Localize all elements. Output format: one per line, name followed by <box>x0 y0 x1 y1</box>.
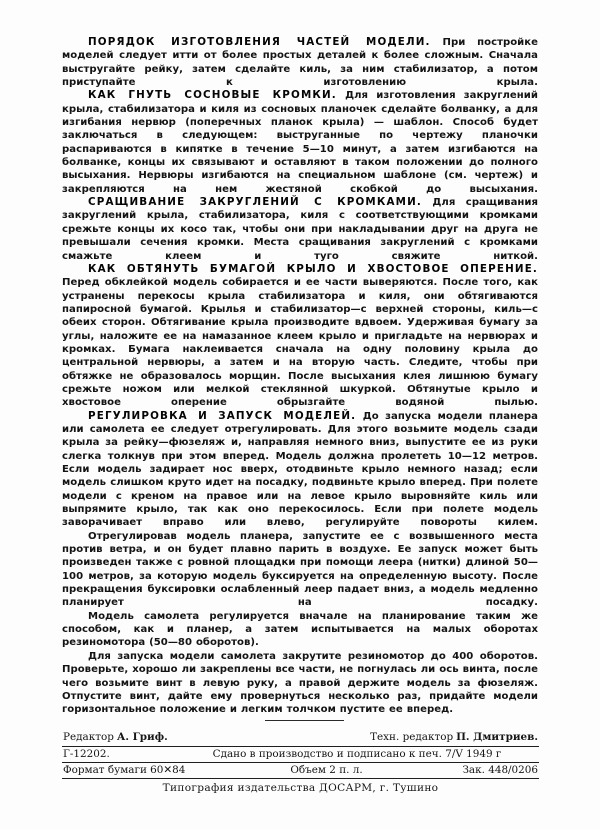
editor-credit <box>63 731 168 744</box>
tech-editor-credit <box>370 731 538 744</box>
paragraph-3-text: Для сращивания закруглений крыла, стабилизатора, киля с соответствующими кромками срежьте концы их косо так, чтобы они при накладывании друг на друга не превышали сечения кромки. Места сращивания закруглений с кромками смажьте клеем и туго свяжите ниткой. <box>62 197 538 262</box>
paragraph-1 <box>62 36 538 89</box>
catalog-number: Г-12202. <box>63 748 110 760</box>
paper-format: Формат бумаги 60✕84 <box>63 764 186 776</box>
paragraph-8 <box>62 650 538 717</box>
tech-editor-name: П. Дмитриев. <box>456 731 538 743</box>
production-note: Сдано в производство и подписано к печ. 7/V 1949 г <box>212 748 502 760</box>
paragraph-5-text: До запуска модели планера или самолета ее следует отрегулировать. Для этого возьмите модель сзади крыла за рейку—фюзеляж и, направляя немного вниз, выпустите ее из руки слегка толкнув при этом вперед. Модель должна пролететь 10—12 метров. Если модель задирает нос вверх, отодвиньте крыло немного назад; если модель слишком круто идет на посадку, подвиньте крыло вперед. При полете модели с креном на правое или на левое крыло выровняйте киль или выпрямите крыло, так как оно перекосилось. Если при полете модель заворачивает вправо или влево, регулируйте повороты килем. <box>62 410 538 529</box>
paragraph-3 <box>62 196 538 263</box>
editor-credits-row <box>62 731 539 746</box>
section-separator-rule <box>265 720 344 721</box>
paragraph-2 <box>62 89 538 196</box>
paragraph-7 <box>62 610 538 650</box>
paragraph-6 <box>62 530 538 610</box>
order-number: Зак. 448/0206 <box>462 764 538 776</box>
section-heading-5: РЕГУЛИРОВКА И ЗАПУСК МОДЕЛЕЙ. <box>88 409 357 422</box>
paragraph-4-text: Перед обклейкой модель собирается и ее части выверяются. После того, как устранены перекосы крыла стабилизатора и киля, они обтягиваются папиросной бумагой. Крылья и стабилизатор—с верхней стороны, киль—с обеих сторон. Обтягивание крыла производите вдвоем. Удерживая бумагу за углы, наложите ее на намазанное клеем крыло и пригладьте на нервюрах и кромках. Бумага наклеивается сначала на одну половину крыла до центральной нервюры, а затем и на вторую часть. Следите, чтобы при обтяжке не образовалось морщин. После высыхания клея лишнюю бумагу срежьте ножом или мелкой стеклянной шкуркой. Обтянутые крыло и хвостовое оперение обрызгайте водяной пылью. <box>62 277 538 409</box>
paragraph-7-text: Модель самолета регулируется вначале на планирование таким же способом, как и планер, а затем испытывается на малых оборотах резиномотора (50—80 оборотов). <box>62 610 538 649</box>
editor-label: Редактор <box>63 731 114 743</box>
paragraph-2-text: Для изготовления закруглений крыла, стабилизатора и киля из сосновых планочек сделайте болванку, а для изгибания нервюр (поперечных планок крыла) — шаблон. Способ будет заключаться в следующем: выструганные по чертежу планочки распариваются в кипятке в течение 5—10 минут, а затем изгибаются на болванке, концы их связывают и оставляют в таком положении до полного высыхания. Нервюры изгибаются на специальном шаблоне (см. чертеж) и закрепляются на нем жестяной скобкой до высыхания. <box>62 90 538 195</box>
volume-sheets: Объем 2 п. л. <box>290 764 363 776</box>
paragraph-8-text: Для запуска модели самолета закрутите резиномотор до 400 оборотов. Проверьте, хорошо ли закреплены все части, не погнулась ли ось винта, после чего возьмите винт в левую руку, а правой держите модель за фюзеляж. Отпустите винт, дайте ему провернуться несколько раз, придайте модели горизонтальное положение и легким толчком пустите ее вперед. <box>62 650 538 716</box>
tech-editor-label: Техн. редактор <box>370 731 454 743</box>
paragraph-6-text: Отрегулировав модель планера, запустите ее с возвышенного места против ветра, и он будет плавно парить в воздухе. Ее запуск может быть произведен также с ровной площадки при помощи леера (нитки) длиной 50—100 метров, за которую модель буксируется на определенную высоту. После прекращения буксировки ослабленный леер падает вниз, а модель медленно планирует на посадку. <box>62 530 538 609</box>
printing-house: Типография издательства ДОСАРМ, г. Тушино <box>162 782 439 794</box>
colophon-block <box>62 731 539 796</box>
imprint-row-production <box>62 747 539 762</box>
section-heading-3: СРАЩИВАНИЕ ЗАКРУГЛЕНИЙ С КРОМКАМИ. <box>88 196 422 209</box>
editor-name: А. Гриф. <box>116 731 168 743</box>
section-heading-4: КАК ОБТЯНУТЬ БУМАГОЙ КРЫЛО И ХВОСТОВОЕ ОПЕРЕНИЕ. <box>88 262 538 275</box>
imprint-row-format <box>62 763 539 778</box>
section-heading-1: ПОРЯДОК ИЗГОТОВЛЕНИЯ ЧАСТЕЙ МОДЕЛИ. <box>88 36 431 48</box>
paragraph-5 <box>62 410 538 530</box>
section-heading-2: КАК ГНУТЬ СОСНОВЫЕ КРОМКИ. <box>88 89 337 102</box>
paragraph-1-text: При постройке моделей следует итти от более простых деталей к более сложным. Сначала выстругайте рейку, затем сделайте киль, за ним стабилизатор, а потом приступайте к изготовлению крыла. <box>62 37 538 89</box>
paragraph-4 <box>62 263 538 410</box>
body-text-block <box>62 36 538 717</box>
